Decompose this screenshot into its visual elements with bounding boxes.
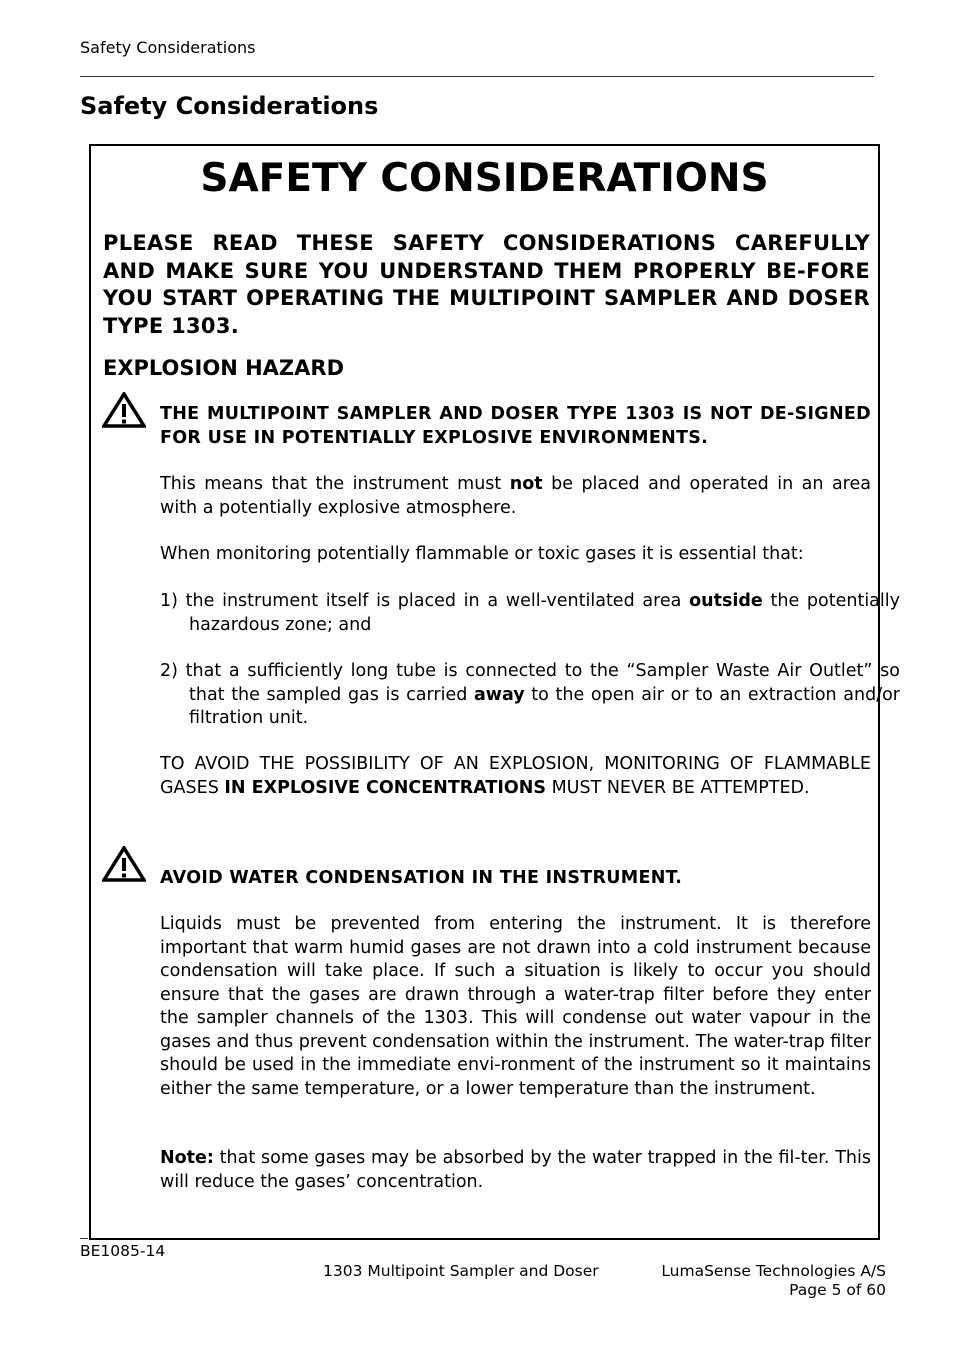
condensation-paragraph: Liquids must be prevented from entering the instrument. It is therefore important that warm humid gases are not drawn into a cold instrument because condensation will take place. If such a situation is likely to occur you should ensure that the gases are drawn through a water-trap filter before they enter the sampler channels of the 1303. This will condense out water vapour in the gases and thus prevent condensation within the instrument. The water-trap filter should be used in the immediate envi-ronment of the instrument so it maintains either the same temperature, or a lower temperature than the instrument.	[160, 914, 871, 1099]
explosion-paragraph-1: This means that the instrument must not be placed and operated in an area with a potentially explosive atmosphere.	[160, 474, 871, 518]
explosion-heading: EXPLOSION HAZARD	[103, 356, 344, 380]
section-title: Safety Considerations	[80, 92, 379, 120]
warning-triangle-icon	[102, 846, 146, 882]
intro-warning: PLEASE READ THESE SAFETY CONSIDERATIONS CAREFULLY AND MAKE SURE YOU UNDERSTAND THEM PROPERLY BE-FORE YOU START OPERATING THE MULTIPOINT SAMPLER AND DOSER TYPE 1303.	[103, 231, 870, 338]
explosion-warning: THE MULTIPOINT SAMPLER AND DOSER TYPE 1303 IS NOT DE-SIGNED FOR USE IN POTENTIALLY EXPLOSIVE ENVIRONMENTS.	[160, 404, 871, 448]
explosion-paragraph-2: When monitoring potentially flammable or toxic gases it is essential that:	[160, 544, 804, 564]
safety-box	[89, 144, 900, 1240]
list-item-2: 2) that a sufficiently long tube is connected to the “Sampler Waste Air Outlet” so that the sampled gas is carried away to the open air or to an extraction and/or filtration unit.	[160, 661, 900, 728]
header-rule	[80, 76, 874, 77]
explosion-caution: TO AVOID THE POSSIBILITY OF AN EXPLOSION, MONITORING OF FLAMMABLE GASES IN EXPLOSIVE CONCENTRATIONS MUST NEVER BE ATTEMPTED.	[160, 754, 871, 798]
list-item-1: 1) the instrument itself is placed in a well-ventilated area outside the potentially hazardous zone; and	[160, 591, 900, 635]
footer-page-number: Page 5 of 60	[789, 1281, 886, 1299]
footer-product: 1303 Multipoint Sampler and Doser	[323, 1262, 599, 1280]
condensation-note: Note: that some gases may be absorbed by the water trapped in the fil-ter. This will reduce the gases’ concentration.	[160, 1148, 871, 1192]
footer-doc-id: BE1085-14	[80, 1242, 166, 1260]
warning-triangle-icon	[102, 392, 146, 428]
condensation-warning: AVOID WATER CONDENSATION IN THE INSTRUMENT.	[160, 868, 683, 888]
running-header: Safety Considerations	[80, 38, 256, 57]
box-title: SAFETY CONSIDERATIONS	[200, 156, 769, 201]
footer-tick	[80, 1238, 88, 1239]
footer-company: LumaSense Technologies A/S	[661, 1262, 886, 1280]
